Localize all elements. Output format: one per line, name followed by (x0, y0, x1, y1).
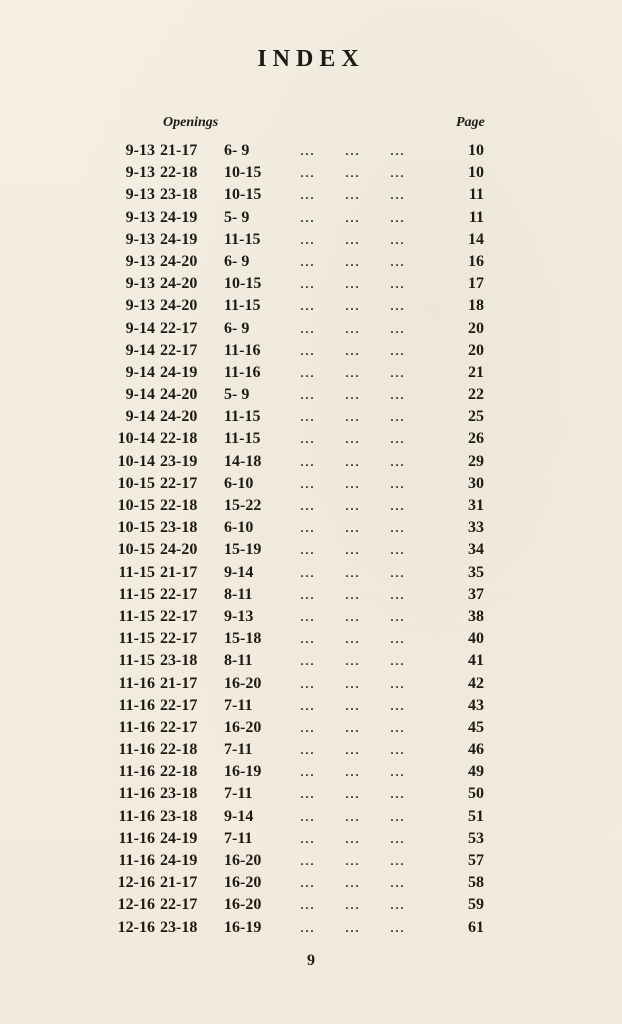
opening-move-1: 10-15 (117, 497, 155, 514)
opening-move-3: 16-20 (224, 896, 262, 914)
opening-move-3: 7-11 (224, 785, 253, 803)
index-row (0, 273, 622, 295)
index-row (0, 207, 622, 229)
leader-dots: ... ... ... (300, 275, 405, 293)
index-row (0, 917, 622, 939)
opening-move-2: 22-17 (160, 341, 198, 359)
opening-move-1: 9-14 (125, 341, 155, 359)
opening-move-1: 11-16 (118, 852, 155, 869)
opening-move-1: 9-14 (125, 363, 155, 381)
opening-move-2: 23-19 (160, 452, 198, 470)
leader-dots: ... ... ... (300, 829, 405, 847)
openings-column-header: Openings (163, 115, 219, 130)
opening-move-1: 10-15 (117, 474, 155, 492)
opening-move-2: 22-17 (160, 630, 198, 648)
page-reference: 14 (468, 230, 484, 248)
page-reference: 20 (468, 319, 484, 337)
leader-dots: ... ... ... (300, 896, 405, 914)
opening-move-1: 10-14 (117, 452, 155, 470)
opening-move-1: 12-16 (117, 896, 155, 914)
page-reference: 17 (468, 275, 484, 293)
opening-move-2: 22-17 (160, 607, 198, 625)
index-row (0, 362, 622, 384)
opening-move-1: 11-16 (118, 829, 155, 847)
index-row (0, 318, 622, 340)
page-reference: 11 (468, 186, 484, 204)
opening-move-3: 15-18 (224, 630, 262, 648)
page-reference: 45 (468, 718, 484, 736)
opening-move-3: 11-15 (224, 297, 261, 315)
leader-dots: ... ... ... (300, 785, 405, 803)
opening-move-2: 23-18 (160, 785, 198, 803)
opening-move-3: 16-19 (224, 763, 262, 781)
page-reference: 37 (468, 585, 484, 603)
page-reference: 57 (468, 852, 484, 869)
opening-move-3: 7-11 (224, 696, 253, 714)
opening-move-2: 21-17 (160, 674, 198, 692)
opening-move-2: 22-18 (160, 741, 198, 759)
index-row (0, 140, 622, 162)
page-reference: 26 (468, 430, 484, 448)
opening-move-2: 23-18 (160, 519, 198, 537)
opening-move-1: 12-16 (117, 918, 155, 936)
index-row (0, 606, 622, 628)
page-reference: 29 (468, 452, 484, 470)
opening-move-3: 5- 9 (224, 386, 250, 404)
leader-dots: ... ... ... (300, 718, 405, 736)
page-reference: 58 (468, 874, 484, 892)
index-row (0, 562, 622, 584)
opening-move-1: 9-14 (125, 386, 155, 404)
leader-dots: ... ... ... (300, 186, 405, 204)
index-row (0, 384, 622, 406)
opening-move-1: 9-13 (125, 230, 155, 248)
opening-move-1: 9-14 (125, 319, 155, 337)
index-row (0, 628, 622, 650)
opening-move-2: 24-20 (160, 275, 198, 293)
opening-move-3: 9-14 (224, 563, 254, 581)
opening-move-2: 22-18 (160, 164, 198, 182)
index-row (0, 451, 622, 473)
index-row (0, 229, 622, 251)
leader-dots: ... ... ... (300, 319, 405, 337)
index-row (0, 406, 622, 428)
index-row (0, 517, 622, 539)
page-reference: 31 (468, 497, 484, 514)
page-reference: 53 (468, 829, 484, 847)
opening-move-1: 11-15 (118, 607, 155, 625)
opening-move-2: 24-20 (160, 541, 198, 559)
page-reference: 33 (468, 519, 484, 537)
opening-move-3: 16-19 (224, 918, 262, 936)
opening-move-2: 24-20 (160, 408, 198, 426)
opening-move-1: 11-16 (118, 807, 155, 825)
leader-dots: ... ... ... (300, 341, 405, 359)
opening-move-3: 16-20 (224, 718, 262, 736)
opening-move-1: 11-15 (118, 585, 155, 603)
opening-move-2: 24-19 (160, 852, 198, 869)
index-row (0, 673, 622, 695)
page-reference: 20 (468, 341, 484, 359)
page-reference: 49 (468, 763, 484, 781)
leader-dots: ... ... ... (300, 852, 405, 869)
leader-dots: ... ... ... (300, 696, 405, 714)
opening-move-3: 14-18 (224, 452, 262, 470)
opening-move-1: 9-13 (125, 164, 155, 182)
leader-dots: ... ... ... (300, 874, 405, 892)
opening-move-3: 11-15 (224, 230, 261, 248)
opening-move-2: 22-18 (160, 497, 198, 514)
opening-move-3: 10-15 (224, 164, 262, 182)
opening-move-3: 11-15 (224, 430, 261, 448)
opening-move-1: 9-14 (125, 408, 155, 426)
page-number: 9 (307, 952, 315, 969)
opening-move-2: 23-18 (160, 807, 198, 825)
opening-move-2: 22-17 (160, 896, 198, 914)
opening-move-2: 24-19 (160, 208, 198, 226)
opening-move-2: 21-17 (160, 874, 198, 892)
opening-move-1: 11-16 (118, 741, 155, 759)
opening-move-1: 9-13 (125, 275, 155, 293)
page-reference: 34 (468, 541, 484, 559)
leader-dots: ... ... ... (300, 142, 405, 159)
index-row (0, 783, 622, 805)
index-row (0, 251, 622, 273)
page-reference: 35 (468, 563, 484, 581)
opening-move-1: 10-15 (117, 519, 155, 537)
index-table (0, 140, 622, 939)
index-row (0, 695, 622, 717)
opening-move-2: 23-18 (160, 918, 198, 936)
index-row (0, 806, 622, 828)
page-reference: 46 (468, 741, 484, 759)
opening-move-2: 23-18 (160, 186, 198, 204)
index-row (0, 850, 622, 872)
opening-move-3: 6- 9 (224, 252, 250, 270)
opening-move-2: 24-20 (160, 297, 198, 315)
index-row (0, 295, 622, 317)
page-reference: 30 (468, 474, 484, 492)
opening-move-1: 11-15 (118, 630, 155, 648)
opening-move-2: 22-17 (160, 474, 198, 492)
index-row (0, 717, 622, 739)
index-row (0, 872, 622, 894)
opening-move-3: 11-15 (224, 408, 261, 426)
opening-move-3: 8-11 (224, 652, 253, 670)
leader-dots: ... ... ... (300, 408, 405, 426)
opening-move-1: 9-13 (125, 142, 155, 159)
opening-move-3: 6-10 (224, 519, 254, 537)
page-reference: 61 (468, 918, 484, 936)
opening-move-1: 11-16 (118, 718, 155, 736)
opening-move-2: 22-17 (160, 319, 198, 337)
leader-dots: ... ... ... (300, 652, 405, 670)
leader-dots: ... ... ... (300, 363, 405, 381)
opening-move-3: 11-16 (224, 341, 261, 359)
page-reference: 10 (468, 164, 484, 182)
leader-dots: ... ... ... (300, 563, 405, 581)
opening-move-3: 15-19 (224, 541, 262, 559)
index-row (0, 739, 622, 761)
page-reference: 25 (468, 408, 484, 426)
opening-move-1: 12-16 (117, 874, 155, 892)
index-row (0, 894, 622, 916)
leader-dots: ... ... ... (300, 386, 405, 404)
opening-move-2: 23-18 (160, 652, 198, 670)
leader-dots: ... ... ... (300, 763, 405, 781)
index-row (0, 495, 622, 517)
opening-move-3: 16-20 (224, 674, 262, 692)
leader-dots: ... ... ... (300, 607, 405, 625)
opening-move-1: 11-15 (118, 652, 155, 670)
page-reference: 18 (468, 297, 484, 315)
page-reference: 59 (468, 896, 484, 914)
index-row (0, 650, 622, 672)
opening-move-3: 15-22 (224, 497, 262, 514)
opening-move-1: 11-16 (118, 696, 155, 714)
leader-dots: ... ... ... (300, 208, 405, 226)
page-reference: 50 (468, 785, 484, 803)
index-row (0, 828, 622, 850)
opening-move-3: 11-16 (224, 363, 261, 381)
opening-move-3: 16-20 (224, 852, 262, 869)
opening-move-3: 8-11 (224, 585, 253, 603)
leader-dots: ... ... ... (300, 252, 405, 270)
opening-move-2: 24-20 (160, 252, 198, 270)
leader-dots: ... ... ... (300, 519, 405, 537)
leader-dots: ... ... ... (300, 630, 405, 648)
leader-dots: ... ... ... (300, 585, 405, 603)
opening-move-2: 24-19 (160, 829, 198, 847)
opening-move-3: 9-13 (224, 607, 254, 625)
index-row (0, 473, 622, 495)
opening-move-3: 10-15 (224, 275, 262, 293)
leader-dots: ... ... ... (300, 674, 405, 692)
leader-dots: ... ... ... (300, 474, 405, 492)
opening-move-1: 9-13 (125, 252, 155, 270)
page-reference: 11 (468, 208, 484, 226)
opening-move-3: 7-11 (224, 829, 253, 847)
opening-move-1: 9-13 (125, 297, 155, 315)
opening-move-3: 16-20 (224, 874, 262, 892)
leader-dots: ... ... ... (300, 541, 405, 559)
leader-dots: ... ... ... (300, 741, 405, 759)
opening-move-1: 9-13 (125, 186, 155, 204)
opening-move-3: 10-15 (224, 186, 262, 204)
index-row (0, 584, 622, 606)
index-row (0, 428, 622, 450)
page-reference: 43 (468, 696, 484, 714)
opening-move-2: 24-19 (160, 230, 198, 248)
page-reference: 21 (468, 363, 484, 381)
page-reference: 16 (468, 252, 484, 270)
opening-move-1: 11-16 (118, 674, 155, 692)
index-row (0, 162, 622, 184)
leader-dots: ... ... ... (300, 807, 405, 825)
page-reference: 41 (468, 652, 484, 670)
leader-dots: ... ... ... (300, 297, 405, 315)
leader-dots: ... ... ... (300, 430, 405, 448)
opening-move-2: 24-20 (160, 386, 198, 404)
opening-move-2: 22-17 (160, 696, 198, 714)
page-column-header: Page (456, 115, 485, 130)
opening-move-2: 22-17 (160, 718, 198, 736)
opening-move-1: 10-14 (117, 430, 155, 448)
opening-move-3: 9-14 (224, 807, 254, 825)
page-reference: 42 (468, 674, 484, 692)
opening-move-2: 22-18 (160, 430, 198, 448)
opening-move-2: 24-19 (160, 363, 198, 381)
index-row (0, 184, 622, 206)
opening-move-3: 7-11 (224, 741, 253, 759)
page-reference: 22 (468, 386, 484, 404)
opening-move-2: 22-18 (160, 763, 198, 781)
page-reference: 51 (468, 807, 484, 825)
opening-move-1: 10-15 (117, 541, 155, 559)
opening-move-3: 6- 9 (224, 142, 250, 159)
leader-dots: ... ... ... (300, 918, 405, 936)
index-title: INDEX (257, 46, 365, 72)
opening-move-2: 21-17 (160, 142, 198, 159)
opening-move-1: 9-13 (125, 208, 155, 226)
opening-move-2: 22-17 (160, 585, 198, 603)
opening-move-1: 11-16 (118, 785, 155, 803)
index-row (0, 539, 622, 561)
leader-dots: ... ... ... (300, 452, 405, 470)
opening-move-3: 5- 9 (224, 208, 250, 226)
opening-move-2: 21-17 (160, 563, 198, 581)
leader-dots: ... ... ... (300, 164, 405, 182)
opening-move-3: 6- 9 (224, 319, 250, 337)
leader-dots: ... ... ... (300, 497, 405, 514)
leader-dots: ... ... ... (300, 230, 405, 248)
page-reference: 38 (468, 607, 484, 625)
opening-move-3: 6-10 (224, 474, 254, 492)
opening-move-1: 11-16 (118, 763, 155, 781)
page-reference: 10 (468, 142, 484, 159)
index-row (0, 340, 622, 362)
page-reference: 40 (468, 630, 484, 648)
opening-move-1: 11-15 (118, 563, 155, 581)
index-row (0, 761, 622, 783)
